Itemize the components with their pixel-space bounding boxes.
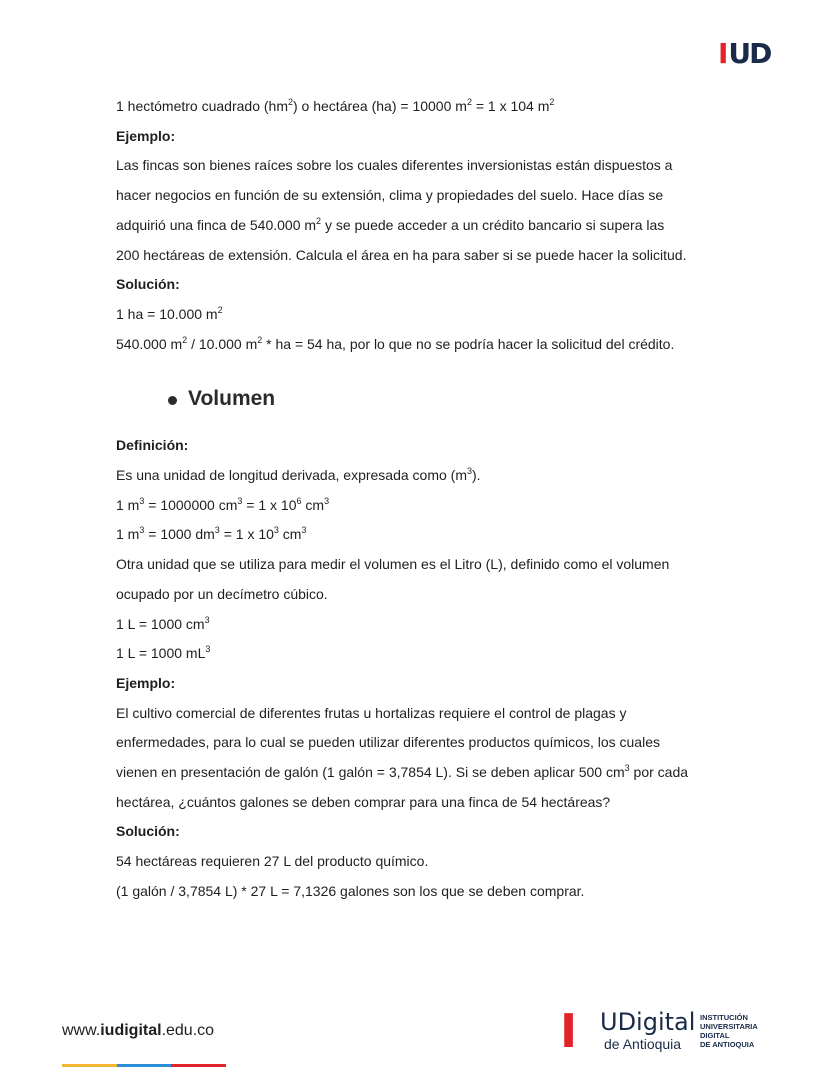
hectare-definition: [116, 92, 726, 122]
text-segment: 1 ha = 10.000 m: [116, 305, 218, 322]
section-title: Volumen: [188, 387, 276, 411]
superscript: 3: [301, 525, 307, 536]
text-segment: ) o hectárea (ha) = 10000 m: [293, 98, 467, 114]
text-segment: adquirió una finca de 540.000 m: [116, 216, 317, 233]
text-segment: = 1 x 104 m: [471, 98, 550, 114]
solution-line: (1 galón / 3,7854 L) * 27 L = 7,1326 galones son los que se deben comprar.: [116, 882, 585, 899]
solution-line: [116, 330, 726, 360]
text-segment: 1 L = 1000 mL: [116, 645, 206, 662]
text-segment: 1 L = 1000 cm: [116, 615, 205, 632]
text-segment: por cada: [629, 764, 689, 781]
bar-segment-yellow: [62, 1064, 117, 1067]
equation-line: [116, 491, 726, 521]
url-segment-bold: iudigital: [100, 1022, 162, 1039]
paragraph-line: hectárea, ¿cuántos galones se deben comprar para una finca de 54 hectáreas?: [116, 793, 611, 810]
text-segment: = 1000 dm: [144, 526, 215, 543]
footer-logo-antioquia: de Antioquia: [604, 1036, 682, 1052]
bullet-icon: [168, 396, 177, 405]
url-segment: www.: [62, 1022, 101, 1039]
logo-ud: UD: [728, 37, 771, 70]
superscript: 3: [205, 644, 211, 655]
paragraph-line: Otra unidad que se utiliza para medir el volumen es el Litro (L), definido como el volumen: [116, 556, 670, 573]
superscript: 3: [214, 525, 220, 536]
superscript: 3: [139, 495, 145, 506]
paragraph-line: ocupado por un decímetro cúbico.: [116, 585, 328, 602]
superscript: 3: [624, 763, 630, 774]
inst-line: DIGITAL: [700, 1031, 730, 1040]
text-segment: = 1000000 cm: [144, 496, 238, 513]
footer-institution-text: [700, 1013, 780, 1049]
text-segment: * ha = 54 ha, por lo que no se podría hacer la solicitud del crédito.: [262, 335, 675, 352]
superscript: 6: [296, 495, 302, 506]
text-segment: 1 m: [116, 496, 140, 513]
definition-line: [116, 461, 726, 491]
paragraph-line: hacer negocios en función de su extensión, clima y propiedades del suelo. Hace días se: [116, 187, 664, 204]
paragraph-line: Las fincas son bienes raíces sobre los cuales diferentes inversionistas están dispuestos a: [116, 157, 673, 174]
superscript: 2: [466, 97, 472, 107]
paragraph-line: [116, 211, 726, 241]
superscript: 2: [217, 304, 223, 315]
equation-line: [116, 639, 726, 669]
text-segment: cm: [278, 526, 302, 543]
ejemplo-label: Ejemplo:: [116, 127, 176, 144]
text-segment: = 1 x 10: [219, 526, 274, 543]
superscript: 3: [273, 525, 279, 536]
definicion-label: Definición:: [116, 437, 189, 454]
solucion-label: Solución:: [116, 823, 180, 840]
inst-line: INSTITUCIÓN: [700, 1013, 748, 1022]
footer-logo-i: I: [560, 1004, 578, 1058]
bar-segment-blue: [117, 1064, 172, 1067]
logo-i: I: [718, 37, 727, 70]
paragraph-line: El cultivo comercial de diferentes frutas u hortalizas requiere el control de plagas y: [116, 704, 627, 721]
text-segment: 1 m: [116, 526, 140, 543]
superscript: 2: [287, 97, 293, 107]
inst-line: UNIVERSITARIA: [700, 1022, 758, 1031]
iud-logo: [718, 38, 770, 70]
url-segment: .edu.co: [161, 1022, 215, 1039]
text-segment: / 10.000 m: [187, 335, 258, 352]
inst-line: DE ANTIOQUIA: [700, 1040, 755, 1049]
superscript: 3: [467, 466, 473, 477]
superscript: 3: [139, 525, 145, 536]
text-segment: cm: [301, 496, 325, 513]
text-segment: vienen en presentación de galón (1 galón = 3,7854 L). Si se deben aplicar 500 cm: [116, 764, 625, 781]
superscript: 2: [316, 215, 322, 226]
footer-logo-digital: UDigital: [600, 1008, 696, 1036]
solution-line: 54 hectáreas requieren 27 L del producto químico.: [116, 853, 429, 870]
footer-color-bar: [62, 1064, 226, 1067]
text-segment: Es una unidad de longitud derivada, expresada como (m: [116, 467, 467, 484]
volumen-heading: [116, 371, 726, 429]
text-segment: 1 hectómetro cuadrado (hm: [116, 98, 288, 114]
solution-line: [116, 300, 726, 330]
superscript: 2: [182, 334, 188, 345]
document-body: [116, 92, 726, 907]
text-segment: ).: [472, 467, 481, 484]
solucion-label: Solución:: [116, 276, 180, 293]
superscript: 2: [257, 334, 263, 345]
paragraph-line: 200 hectáreas de extensión. Calcula el área en ha para saber si se puede hacer la solicitud.: [116, 246, 687, 263]
equation-line: [116, 610, 726, 640]
bar-segment-red: [171, 1064, 226, 1067]
superscript: 3: [237, 495, 243, 506]
superscript: 3: [204, 614, 210, 625]
footer-website-link[interactable]: [62, 1022, 214, 1040]
text-segment: y se puede acceder a un crédito bancario si supera las: [321, 216, 665, 233]
text-segment: = 1 x 10: [242, 496, 297, 513]
ejemplo-label: Ejemplo:: [116, 674, 176, 691]
paragraph-line: [116, 758, 726, 788]
paragraph-line: enfermedades, para lo cual se pueden utilizar diferentes productos químicos, los cuales: [116, 734, 660, 751]
text-segment: 540.000 m: [116, 335, 183, 352]
superscript: 3: [324, 495, 330, 506]
iudigital-footer-logo: [560, 1004, 780, 1058]
equation-line: [116, 520, 726, 550]
superscript: 2: [549, 97, 555, 107]
